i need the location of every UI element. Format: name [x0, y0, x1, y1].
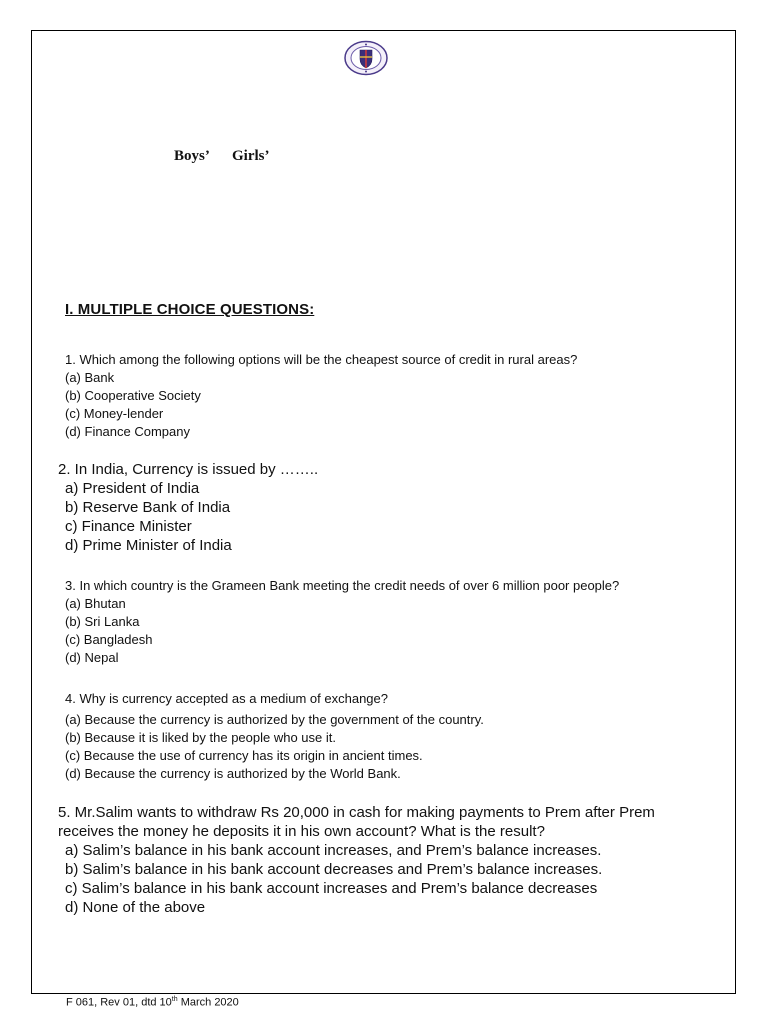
- school-crest-icon: [343, 40, 389, 76]
- option-c: (c) Because the use of currency has its origin in ancient times.: [65, 748, 423, 763]
- question-stem-line-1: 5. Mr.Salim wants to withdraw Rs 20,000 in cash for making payments to Prem after Prem: [58, 804, 655, 821]
- option-d: d) None of the above: [65, 899, 206, 916]
- option-a: (a) Bhutan: [65, 596, 126, 611]
- option-b: b) Salim’s balance in his bank account decreases and Prem’s balance increases.: [65, 861, 603, 878]
- option-b: b) Reserve Bank of India: [65, 499, 231, 516]
- option-b: (b) Cooperative Society: [65, 388, 201, 403]
- option-a: a) President of India: [65, 480, 200, 497]
- question-1: [65, 351, 577, 441]
- option-c: c) Finance Minister: [65, 518, 192, 535]
- footer-superscript: th: [171, 996, 178, 1003]
- girls-label: Girls’: [232, 148, 270, 164]
- question-3: [65, 577, 619, 667]
- document-footer: [66, 996, 239, 1009]
- question-stem: 1. Which among the following options will be the cheapest source of credit in rural areas?: [65, 352, 578, 367]
- question-stem: 4. Why is currency accepted as a medium of exchange?: [65, 691, 388, 706]
- footer-suffix: March 2020: [177, 996, 239, 1009]
- option-a: (a) Because the currency is authorized by the government of the country.: [65, 712, 484, 727]
- section-title: I. MULTIPLE CHOICE QUESTIONS:: [65, 301, 315, 318]
- question-stem: 2. In India, Currency is issued by ……..: [58, 461, 319, 478]
- question-2: [58, 460, 318, 555]
- option-a: (a) Bank: [65, 370, 115, 385]
- option-d: d) Prime Minister of India: [65, 537, 232, 554]
- option-c: (c) Money-lender: [65, 406, 164, 421]
- question-stem-line-2: receives the money he deposits it in his own account? What is the result?: [58, 823, 545, 840]
- option-d: (d) Because the currency is authorized by the World Bank.: [65, 766, 401, 781]
- question-stem: 3. In which country is the Grameen Bank meeting the credit needs of over 6 million poor people?: [65, 578, 620, 593]
- option-d: (d) Finance Company: [65, 424, 190, 439]
- option-b: (b) Because it is liked by the people who use it.: [65, 730, 336, 745]
- question-4: [65, 690, 484, 783]
- footer-prefix: F 061, Rev 01, dtd 10: [66, 996, 172, 1009]
- option-c: c) Salim’s balance in his bank account increases and Prem’s balance decreases: [65, 880, 598, 897]
- option-a: a) Salim’s balance in his bank account increases, and Prem’s balance increases.: [65, 842, 602, 859]
- question-5: [58, 803, 655, 917]
- option-c: (c) Bangladesh: [65, 632, 153, 647]
- option-b: (b) Sri Lanka: [65, 614, 140, 629]
- option-d: (d) Nepal: [65, 650, 119, 665]
- boys-label: Boys’: [174, 148, 210, 164]
